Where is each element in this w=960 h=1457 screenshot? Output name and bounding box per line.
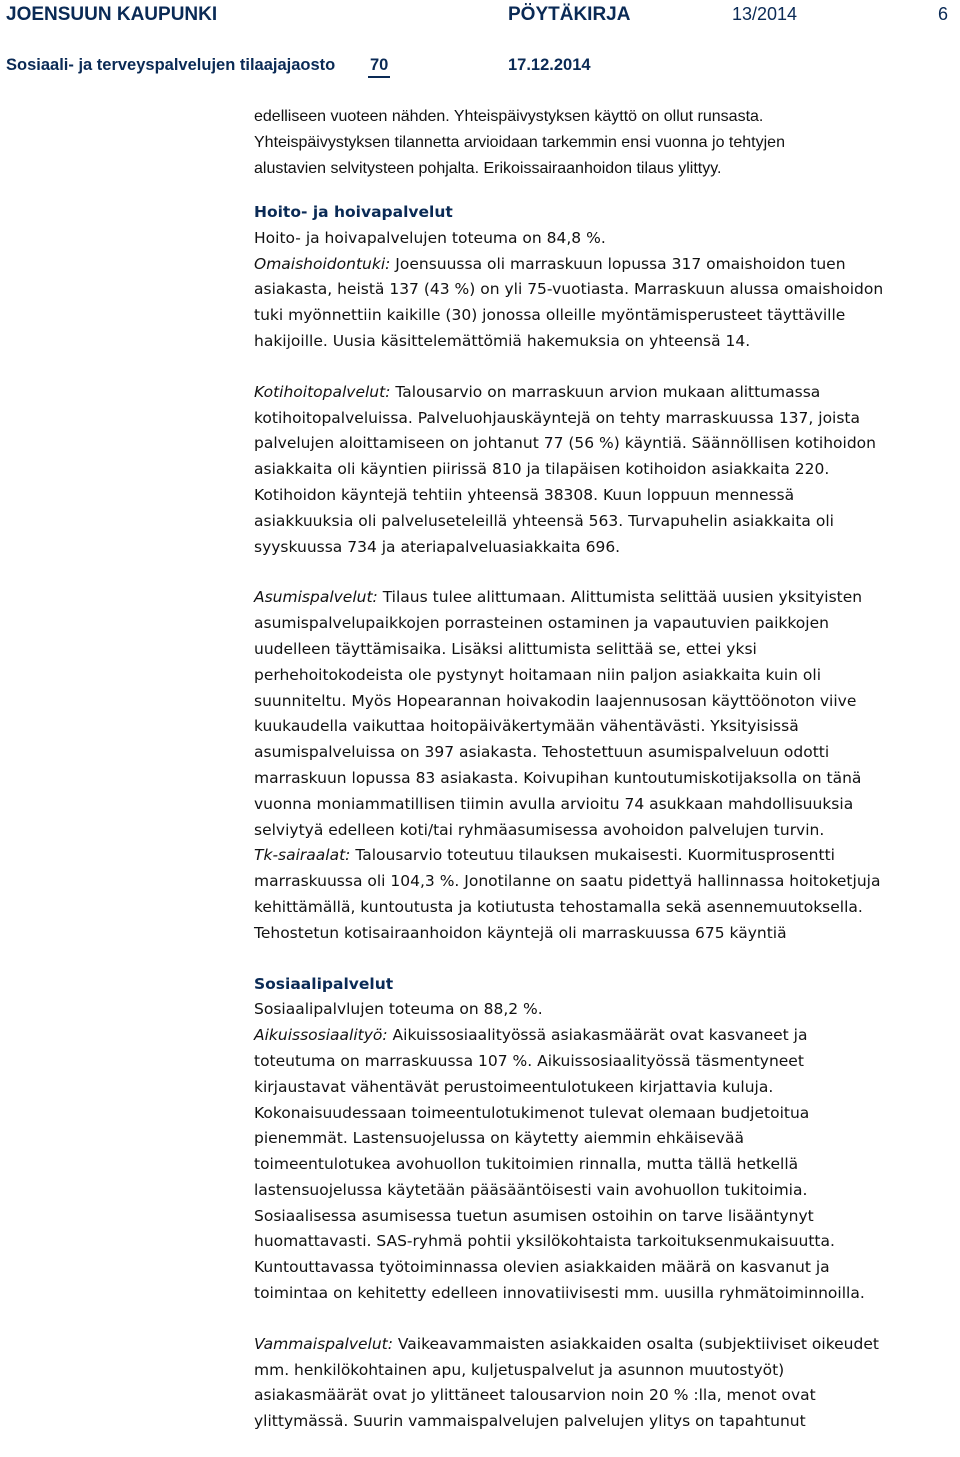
text-line: Talousarvio toteutuu tilauksen mukaisesti. Kuormitusprosentti <box>350 846 835 865</box>
text-line: marraskuussa oli 104,3 %. Jonotilanne on saatu pidettyä hallinnassa hoitoketjuja <box>254 872 881 891</box>
text-line: lastensuojelussa käytetään pääsääntöisesti vain avohuollon tukitoimia. <box>254 1180 808 1199</box>
text-line: alustavien selvitysteen pohjalta. Erikoissairaanhoidon tilaus ylittyy. <box>254 160 722 177</box>
inline-label: Tk-sairaalat: <box>254 846 351 865</box>
meeting-date: 17.12.2014 <box>508 56 591 74</box>
intro-paragraph <box>254 104 960 182</box>
text-line: Vaikeavammaisten asiakkaiden osalta (subjektiiviset oikeudet <box>392 1334 879 1353</box>
text-line: uudelleen täyttämisaika. Lisäksi alittumista selittää se, ettei yksi <box>254 639 757 658</box>
text-line: syyskuussa 734 ja ateriapalveluasiakkaita 696. <box>254 537 621 556</box>
text-line: asiakasmäärät ovat jo ylittäneet talousarvion noin 20 % :lla, menot ovat <box>254 1386 816 1405</box>
document-type: PÖYTÄKIRJA <box>508 4 631 25</box>
text-line: marraskuun lopussa 83 asiakasta. Koivupihan kuntoutumiskotijaksolla on tänä <box>254 768 862 787</box>
text-line: toteutuma on marraskuussa 107 %. Aikuissosiaalityössä täsmentyneet <box>254 1051 804 1070</box>
text-line: toimintaa on kehitetty edelleen innovatiivisesti mm. uusilla ryhmätoiminnoilla. <box>254 1284 865 1303</box>
text-line: Kotihoidon käyntejä tehtiin yhteensä 38308. Kuun loppuun mennessä <box>254 485 795 504</box>
text-line: kuukaudella vaikuttaa hoitopäiväkertymään vähentävästi. Yksityisissä <box>254 717 799 736</box>
text-line: Tehostetun kotisairaanhoidon käyntejä oli marraskuussa 675 käyntiä <box>254 923 787 942</box>
inline-label: Asumispalvelut: <box>254 588 378 607</box>
sosiaali-section <box>254 972 960 1307</box>
text-line: kirjaustavat vähentävät perustoimeentulotukeen kirjattavia kuluja. <box>254 1077 774 1096</box>
hoito-section <box>254 200 960 355</box>
text-line: Kuntouttavassa työtoiminnassa olevien asiakkaiden määrä on kasvanut ja <box>254 1258 830 1277</box>
text-line: Hoito- ja hoivapalvelujen toteuma on 84,8 %. <box>254 228 606 247</box>
page-number: 6 <box>938 4 949 24</box>
text-line: hakijoille. Uusia käsittelemättömiä hakemuksia on yhteensä 14. <box>254 331 751 350</box>
text-line: Kokonaisuudessaan toimeentulotukimenot tulevat olemaan budjetoitua <box>254 1103 810 1122</box>
text-line: Sosiaalisessa asumisessa tuetun asumisen ostoihin on tarve lisääntynyt <box>254 1206 814 1225</box>
committee-name: Sosiaali- ja terveyspalvelujen tilaajajaosto <box>6 56 336 74</box>
text-line: asumispalvelupaikkojen porrasteinen ostaminen ja vapautuvien paikkojen <box>254 614 829 633</box>
section-heading: Sosiaalipalvelut <box>254 974 394 993</box>
document-number: 13/2014 <box>732 4 798 24</box>
kotihoito-paragraph <box>254 380 960 561</box>
text-line: selviytyä edelleen koti/tai ryhmäasumisessa avohoidon palvelujen turvin. <box>254 820 825 839</box>
text-line: palvelujen aloittamiseen on johtanut 77 (56 %) käyntiä. Säännöllisen kotihoidon <box>254 434 876 453</box>
asumis-paragraph <box>254 585 960 946</box>
document-body <box>254 104 960 1435</box>
text-line: tuki myönnettiin kaikille (30) jonossa olleille myöntämisperusteet täyttäville <box>254 306 846 325</box>
text-line: toimeentulotukea avohuollon tukitoimien rinnalla, mutta tällä hetkellä <box>254 1155 799 1174</box>
vammais-paragraph <box>254 1332 960 1435</box>
text-line: Tilaus tulee alittumaan. Alittumista selittää uusien yksityisten <box>377 588 863 607</box>
text-line: Aikuissosiaalityössä asiakasmäärät ovat kasvaneet ja <box>387 1026 808 1045</box>
text-line: ylittymässä. Suurin vammaispalvelujen palvelujen ylitys on tapahtunut <box>254 1412 806 1431</box>
text-line: kehittämällä, kuntoutusta ja kotiutusta tehostamalla sekä asennemuutoksella. <box>254 897 863 916</box>
text-line: mm. henkilökohtainen apu, kuljetuspalvelut ja asunnon muutostyöt) <box>254 1360 785 1379</box>
inline-label: Omaishoidontuki: <box>254 254 391 273</box>
section-heading: Hoito- ja hoivapalvelut <box>254 203 453 221</box>
text-line: Talousarvio on marraskuun arvion mukaan alittumassa <box>390 382 821 401</box>
text-line: Sosiaalipalvlujen toteuma on 88,2 %. <box>254 1000 543 1019</box>
section-number: 70 <box>368 56 390 78</box>
text-line: suunniteltu. Myös Hopearannan hoivakodin laajennusosan käyttöönoton viive <box>254 691 857 710</box>
organization-name: JOENSUUN KAUPUNKI <box>6 4 218 25</box>
text-line: pienemmät. Lastensuojelussa on käytetty aiemmin ehkäisevää <box>254 1129 744 1148</box>
inline-label: Aikuissosiaalityö: <box>254 1026 388 1045</box>
text-line: perhehoitokodeista ole pystynyt hoitamaan niin paljon asiakkaita kuin oli <box>254 665 822 684</box>
text-line: Joensuussa oli marraskuun lopussa 317 omaishoidon tuen <box>390 254 846 273</box>
inline-label: Kotihoitopalvelut: <box>254 382 391 401</box>
text-line: kotihoitopalveluissa. Palveluohjauskäyntejä on tehty marraskuussa 137, joista <box>254 408 861 427</box>
text-line: asiakkaita oli käyntien piirissä 810 ja tilapäisen kotihoidon asiakkaita 220. <box>254 460 830 479</box>
inline-label: Vammaispalvelut: <box>254 1334 393 1353</box>
text-line: asiakasta, heistä 137 (43 %) on yli 75-vuotiasta. Marraskuun alussa omaishoidon <box>254 280 884 299</box>
page-subheader <box>0 52 960 82</box>
text-line: asumispalveluissa on 397 asiakasta. Tehostettuun asumispalveluun odotti <box>254 743 830 762</box>
text-line: huomattavasti. SAS-ryhmä pohtii yksilökohtaista tarkoituksenmukaisuutta. <box>254 1232 835 1251</box>
text-line: edelliseen vuoteen nähden. Yhteispäivystyksen käyttö on ollut runsasta. <box>254 108 764 125</box>
text-line: asiakkuuksia oli palveluseteleillä yhteensä 563. Turvapuhelin asiakkaita oli <box>254 511 834 530</box>
page-header <box>0 0 960 30</box>
text-line: Yhteispäivystyksen tilannetta arvioidaan tarkemmin ensi vuonna jo tehtyjen <box>254 134 785 151</box>
text-line: vuonna moniammatillisen tiimin avulla arvioitu 74 asukkaan mahdollisuuksia <box>254 794 854 813</box>
